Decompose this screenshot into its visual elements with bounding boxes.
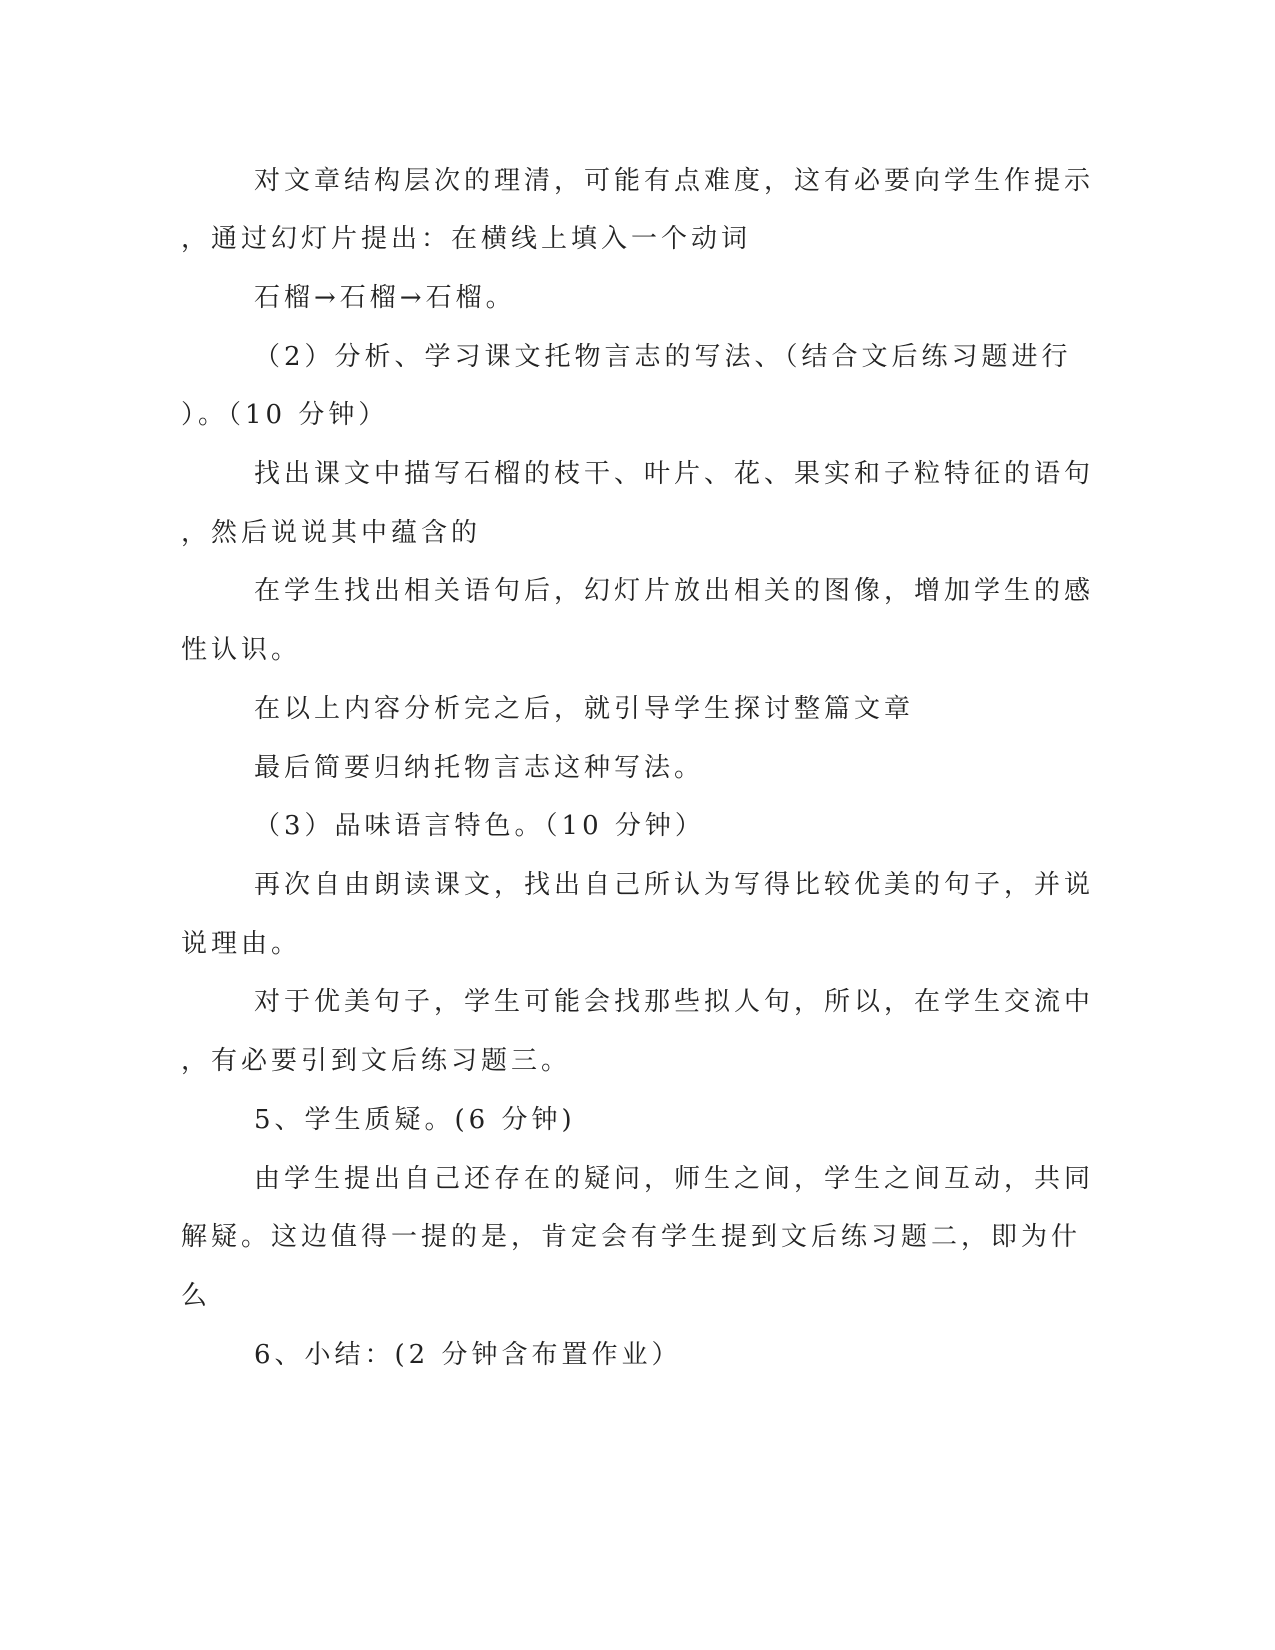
text-line: 性认识。 xyxy=(181,635,302,665)
section-heading: （2）分析、学习课文托物言志的写法、（结合文后练习题进行 xyxy=(254,342,1072,372)
text-line: 在学生找出相关语句后，幻灯片放出相关的图像，增加学生的感 xyxy=(254,576,1095,606)
text-line: ，通过幻灯片提出：在横线上填入一个动词 xyxy=(181,224,752,254)
text-line: ）。（10 分钟） xyxy=(181,400,389,430)
text-line: 在以上内容分析完之后，就引导学生探讨整篇文章 xyxy=(254,694,915,724)
section-heading: 5、学生质疑。(6 分钟) xyxy=(254,1105,576,1135)
text-line: 说理由。 xyxy=(181,929,302,959)
text-line: 解疑。这边值得一提的是，肯定会有学生提到文后练习题二，即为什 xyxy=(181,1222,1082,1252)
text-line: 找出课文中描写石榴的枝干、叶片、花、果实和子粒特征的语句 xyxy=(254,459,1095,489)
text-line: 由学生提出自己还存在的疑问，师生之间，学生之间互动，共同 xyxy=(254,1164,1095,1194)
text-line: 再次自由朗读课文，找出自己所认为写得比较优美的句子，并说 xyxy=(254,870,1095,900)
text-line: 么 xyxy=(181,1281,212,1311)
text-line: ，有必要引到文后练习题三。 xyxy=(181,1046,572,1076)
text-line: ，然后说说其中蕴含的 xyxy=(181,518,482,548)
section-heading: （3）品味语言特色。（10 分钟） xyxy=(254,811,705,841)
text-line: 对文章结构层次的理清，可能有点难度，这有必要向学生作提示 xyxy=(254,166,1095,196)
text-line: 对于优美句子，学生可能会找那些拟人句，所以，在学生交流中 xyxy=(254,987,1095,1017)
text-line: 最后简要归纳托物言志这种写法。 xyxy=(254,753,705,783)
section-heading: 6、小结：(2 分钟含布置作业） xyxy=(254,1340,682,1370)
text-line: 石榴→石榴→石榴。 xyxy=(254,283,516,313)
